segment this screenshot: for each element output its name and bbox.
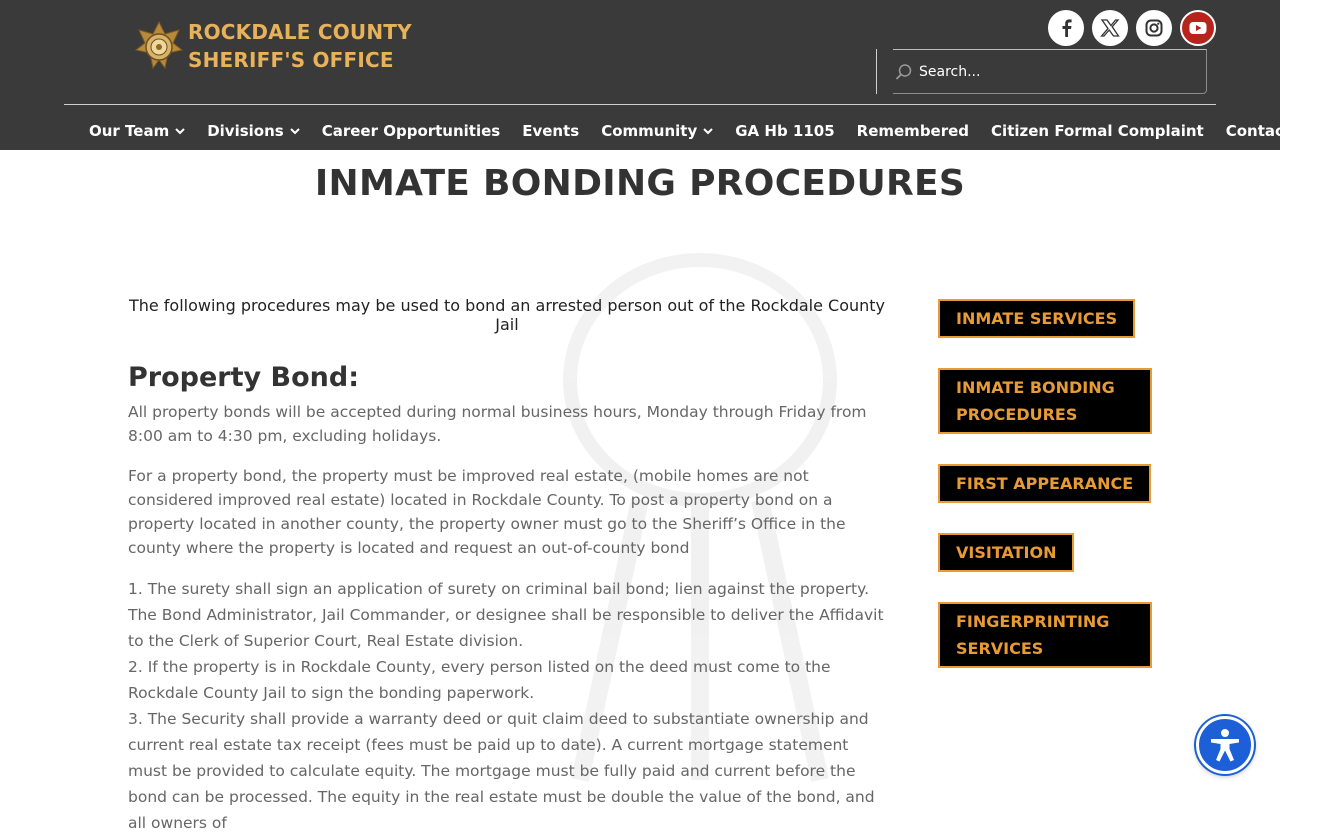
inmate-bonding-procedures-button[interactable]: INMATE BONDING PROCEDURES	[938, 368, 1152, 434]
nav-item-label: Career Opportunities	[321, 122, 501, 140]
paragraph-property-requirements: For a property bond, the property must be improved real estate, (mobile homes are not considered improved real estate) located in Rockdale County. To post a property bond on a property located in another county, the property owner must go to the Sheriff’s Office in the county where the property is located and request an out-of-county bond	[128, 467, 846, 557]
page-title: INMATE BONDING PROCEDURES	[314, 163, 966, 204]
logo-line-2: SHERIFF'S OFFICE	[188, 48, 394, 72]
chevron-down-icon	[175, 126, 185, 136]
nav-item-divisions[interactable]	[207, 122, 300, 140]
search-input[interactable]	[919, 64, 1199, 80]
inmate-services-button[interactable]: INMATE SERVICES	[938, 299, 1135, 338]
nav-item-label: Community	[601, 122, 698, 140]
list-item: 3. The Security shall provide a warranty deed or quit claim deed to substantiate ownership and current real estate tax receipt (fees must be paid up to date). A current mortgage statement must be provided to calculate equity. The mortgage must be fully paid and current before the bond can be processed. The equity in the real estate must be double the value of the bond, and all owners of	[128, 710, 875, 832]
search-area	[876, 49, 1206, 94]
x-icon[interactable]	[1092, 10, 1128, 46]
nav-item-label: Events	[522, 122, 580, 140]
nav-item-career-opportunities[interactable]	[322, 122, 501, 140]
chevron-down-icon	[703, 126, 713, 136]
list-item: 2. If the property is in Rockdale County, every person listed on the deed must come to the Rockdale County Jail to sign the bonding paperwork.	[128, 658, 831, 702]
site-header	[0, 0, 1318, 150]
accessibility-icon	[1207, 727, 1243, 763]
youtube-icon[interactable]	[1180, 10, 1216, 46]
section-heading: Property Bond:	[128, 362, 359, 393]
visitation-button[interactable]: VISITATION	[938, 533, 1074, 572]
intro-text: The following procedures may be used to bond an arrested person out of the Rockdale County Jail	[128, 296, 886, 334]
nav-item-label: Divisions	[207, 122, 284, 140]
list-item: 1. The surety shall sign an application of surety on criminal bail bond; lien against the property. The Bond Administrator, Jail Commander, or designee shall be responsible to deliver the Affidavit to the Clerk of Superior Court, Real Estate division.	[128, 580, 884, 650]
nav-item-citizen-formal-complaint[interactable]	[991, 122, 1204, 140]
nav-item-label: Remembered	[856, 122, 970, 140]
first-appearance-button[interactable]: FIRST APPEARANCE	[938, 464, 1151, 503]
sheriff-badge-icon	[134, 20, 184, 72]
nav-item-label: Contact Us	[1225, 122, 1318, 140]
search-icon	[893, 61, 915, 83]
nav-item-label: Our Team	[89, 122, 170, 140]
chevron-down-icon	[290, 126, 300, 136]
nav-item-label: Citizen Formal Complaint	[991, 122, 1204, 140]
header-divider	[64, 104, 1216, 105]
accessibility-button[interactable]	[1196, 716, 1254, 774]
main-nav	[89, 119, 1339, 143]
fingerprinting-services-button[interactable]: FINGERPRINTING SERVICES	[938, 602, 1152, 668]
nav-item-our-team[interactable]	[89, 122, 185, 140]
nav-item-community[interactable]	[601, 122, 713, 140]
nav-item-ga-hb-1105[interactable]	[735, 122, 834, 140]
logo-line-1: ROCKDALE COUNTY	[188, 20, 412, 44]
logo-text	[188, 18, 412, 74]
search-field[interactable]	[893, 49, 1207, 94]
paragraph-business-hours: All property bonds will be accepted during normal business hours, Monday through Friday from 8:00 am to 4:30 pm, excluding holidays.	[128, 403, 867, 445]
instagram-icon[interactable]	[1136, 10, 1172, 46]
procedure-list	[128, 576, 886, 836]
nav-item-label: GA Hb 1105	[735, 122, 835, 140]
nav-item-contact-us[interactable]	[1226, 122, 1318, 140]
nav-item-events[interactable]	[522, 122, 579, 140]
site-logo[interactable]	[134, 18, 412, 74]
social-links	[1048, 10, 1216, 46]
nav-item-remembered[interactable]	[857, 122, 969, 140]
facebook-icon[interactable]	[1048, 10, 1084, 46]
